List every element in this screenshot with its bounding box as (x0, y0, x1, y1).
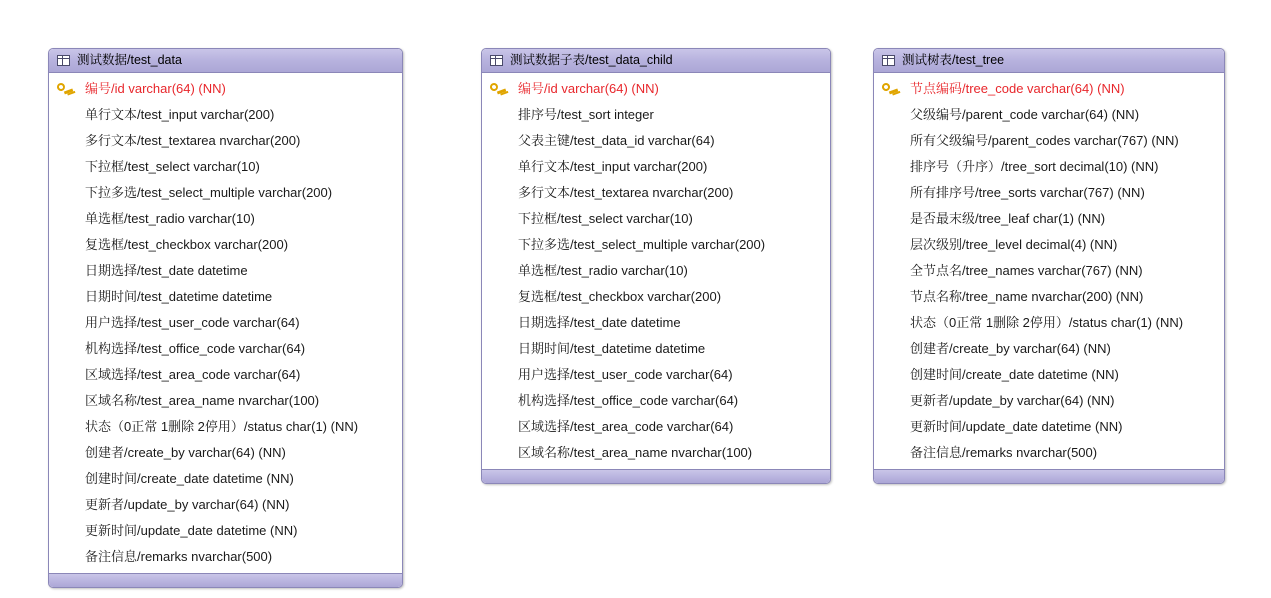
field-label: 日期时间/test_datetime datetime (85, 289, 273, 304)
field-row[interactable] (482, 102, 830, 128)
field-gutter (490, 82, 518, 96)
field-label: 下拉多选/test_select_multiple varchar(200) (518, 237, 766, 252)
field-label: 更新时间/update_date datetime (NN) (910, 419, 1123, 434)
field-gutter (882, 82, 910, 96)
field-row[interactable] (49, 310, 402, 336)
field-label: 父表主键/test_data_id varchar(64) (518, 133, 715, 148)
field-list (874, 73, 1224, 469)
field-row[interactable] (49, 284, 402, 310)
primary-key-field-row[interactable] (482, 76, 830, 102)
field-label: 节点编码/tree_code varchar(64) (NN) (910, 81, 1125, 96)
field-row[interactable] (49, 544, 402, 570)
field-row[interactable] (49, 206, 402, 232)
field-row[interactable] (874, 310, 1224, 336)
field-row[interactable] (874, 232, 1224, 258)
field-label: 父级编号/parent_code varchar(64) (NN) (910, 107, 1140, 122)
field-label: 更新者/update_by varchar(64) (NN) (910, 393, 1115, 408)
field-label: 区域名称/test_area_name nvarchar(100) (518, 445, 753, 460)
field-row[interactable] (49, 128, 402, 154)
entity-title: 测试树表/test_tree (902, 53, 1005, 67)
field-label: 机构选择/test_office_code varchar(64) (85, 341, 306, 356)
field-label: 单选框/test_radio varchar(10) (85, 211, 255, 226)
field-label: 区域选择/test_area_code varchar(64) (518, 419, 734, 434)
field-row[interactable] (482, 258, 830, 284)
key-icon (57, 82, 73, 96)
field-label: 复选框/test_checkbox varchar(200) (518, 289, 722, 304)
field-row[interactable] (49, 466, 402, 492)
field-label: 单行文本/test_input varchar(200) (518, 159, 708, 174)
field-label: 多行文本/test_textarea nvarchar(200) (518, 185, 734, 200)
entity-table[interactable] (873, 48, 1225, 484)
field-row[interactable] (49, 258, 402, 284)
field-label: 多行文本/test_textarea nvarchar(200) (85, 133, 301, 148)
field-label: 备注信息/remarks nvarchar(500) (910, 445, 1098, 460)
entity-footer (482, 469, 830, 483)
field-label: 备注信息/remarks nvarchar(500) (85, 549, 273, 564)
field-label: 更新时间/update_date datetime (NN) (85, 523, 298, 538)
field-label: 下拉框/test_select varchar(10) (85, 159, 260, 174)
field-row[interactable] (482, 206, 830, 232)
field-label: 所有父级编号/parent_codes varchar(767) (NN) (910, 133, 1179, 148)
field-list (49, 73, 402, 573)
field-row[interactable] (874, 414, 1224, 440)
field-label: 更新者/update_by varchar(64) (NN) (85, 497, 290, 512)
field-label: 单行文本/test_input varchar(200) (85, 107, 275, 122)
field-label: 状态（0正常 1删除 2停用）/status char(1) (NN) (85, 419, 359, 434)
field-label: 节点名称/tree_name nvarchar(200) (NN) (910, 289, 1144, 304)
entity-header[interactable] (874, 49, 1224, 73)
field-row[interactable] (49, 102, 402, 128)
field-label: 创建者/create_by varchar(64) (NN) (910, 341, 1111, 356)
field-row[interactable] (874, 154, 1224, 180)
field-row[interactable] (874, 128, 1224, 154)
field-row[interactable] (482, 154, 830, 180)
field-label: 机构选择/test_office_code varchar(64) (518, 393, 739, 408)
table-icon (882, 55, 895, 66)
field-row[interactable] (482, 440, 830, 466)
field-row[interactable] (49, 336, 402, 362)
primary-key-field-row[interactable] (874, 76, 1224, 102)
field-label: 全节点名/tree_names varchar(767) (NN) (910, 263, 1143, 278)
field-label: 区域名称/test_area_name nvarchar(100) (85, 393, 320, 408)
field-gutter (57, 82, 85, 96)
field-row[interactable] (874, 284, 1224, 310)
entity-footer (874, 469, 1224, 483)
field-row[interactable] (482, 180, 830, 206)
field-label: 复选框/test_checkbox varchar(200) (85, 237, 289, 252)
field-row[interactable] (874, 180, 1224, 206)
field-label: 区域选择/test_area_code varchar(64) (85, 367, 301, 382)
field-row[interactable] (874, 102, 1224, 128)
entity-table[interactable] (481, 48, 831, 484)
field-row[interactable] (874, 440, 1224, 466)
entity-header[interactable] (482, 49, 830, 73)
field-row[interactable] (49, 492, 402, 518)
field-row[interactable] (482, 362, 830, 388)
field-list (482, 73, 830, 469)
key-icon (490, 82, 506, 96)
field-row[interactable] (49, 388, 402, 414)
field-row[interactable] (49, 440, 402, 466)
field-row[interactable] (49, 414, 402, 440)
field-row[interactable] (482, 414, 830, 440)
field-label: 状态（0正常 1删除 2停用）/status char(1) (NN) (910, 315, 1184, 330)
entity-title: 测试数据/test_data (77, 53, 182, 67)
field-label: 日期选择/test_date datetime (85, 263, 248, 278)
key-icon (882, 82, 898, 96)
entity-footer (49, 573, 402, 587)
field-label: 层次级别/tree_level decimal(4) (NN) (910, 237, 1118, 252)
field-row[interactable] (874, 362, 1224, 388)
field-label: 用户选择/test_user_code varchar(64) (85, 315, 300, 330)
field-row[interactable] (482, 284, 830, 310)
entity-table[interactable] (48, 48, 403, 588)
field-row[interactable] (49, 232, 402, 258)
field-row[interactable] (482, 388, 830, 414)
field-row[interactable] (482, 232, 830, 258)
table-icon (57, 55, 70, 66)
table-icon (490, 55, 503, 66)
field-label: 排序号（升序）/tree_sort decimal(10) (NN) (910, 159, 1159, 174)
field-row[interactable] (482, 336, 830, 362)
field-row[interactable] (49, 180, 402, 206)
field-row[interactable] (482, 128, 830, 154)
field-label: 创建者/create_by varchar(64) (NN) (85, 445, 286, 460)
field-row[interactable] (482, 310, 830, 336)
entity-header[interactable] (49, 49, 402, 73)
field-label: 编号/id varchar(64) (NN) (518, 81, 659, 96)
field-row[interactable] (49, 518, 402, 544)
field-label: 日期时间/test_datetime datetime (518, 341, 706, 356)
field-label: 编号/id varchar(64) (NN) (85, 81, 226, 96)
primary-key-field-row[interactable] (49, 76, 402, 102)
field-label: 用户选择/test_user_code varchar(64) (518, 367, 733, 382)
field-label: 日期选择/test_date datetime (518, 315, 681, 330)
field-row[interactable] (874, 336, 1224, 362)
field-label: 所有排序号/tree_sorts varchar(767) (NN) (910, 185, 1145, 200)
field-label: 创建时间/create_date datetime (NN) (85, 471, 294, 486)
field-row[interactable] (874, 206, 1224, 232)
field-label: 排序号/test_sort integer (518, 107, 654, 122)
field-label: 是否最末级/tree_leaf char(1) (NN) (910, 211, 1106, 226)
field-label: 下拉多选/test_select_multiple varchar(200) (85, 185, 333, 200)
field-row[interactable] (874, 258, 1224, 284)
field-row[interactable] (874, 388, 1224, 414)
entity-title: 测试数据子表/test_data_child (510, 53, 673, 67)
field-label: 下拉框/test_select varchar(10) (518, 211, 693, 226)
field-row[interactable] (49, 362, 402, 388)
field-row[interactable] (49, 154, 402, 180)
field-label: 单选框/test_radio varchar(10) (518, 263, 688, 278)
field-label: 创建时间/create_date datetime (NN) (910, 367, 1119, 382)
